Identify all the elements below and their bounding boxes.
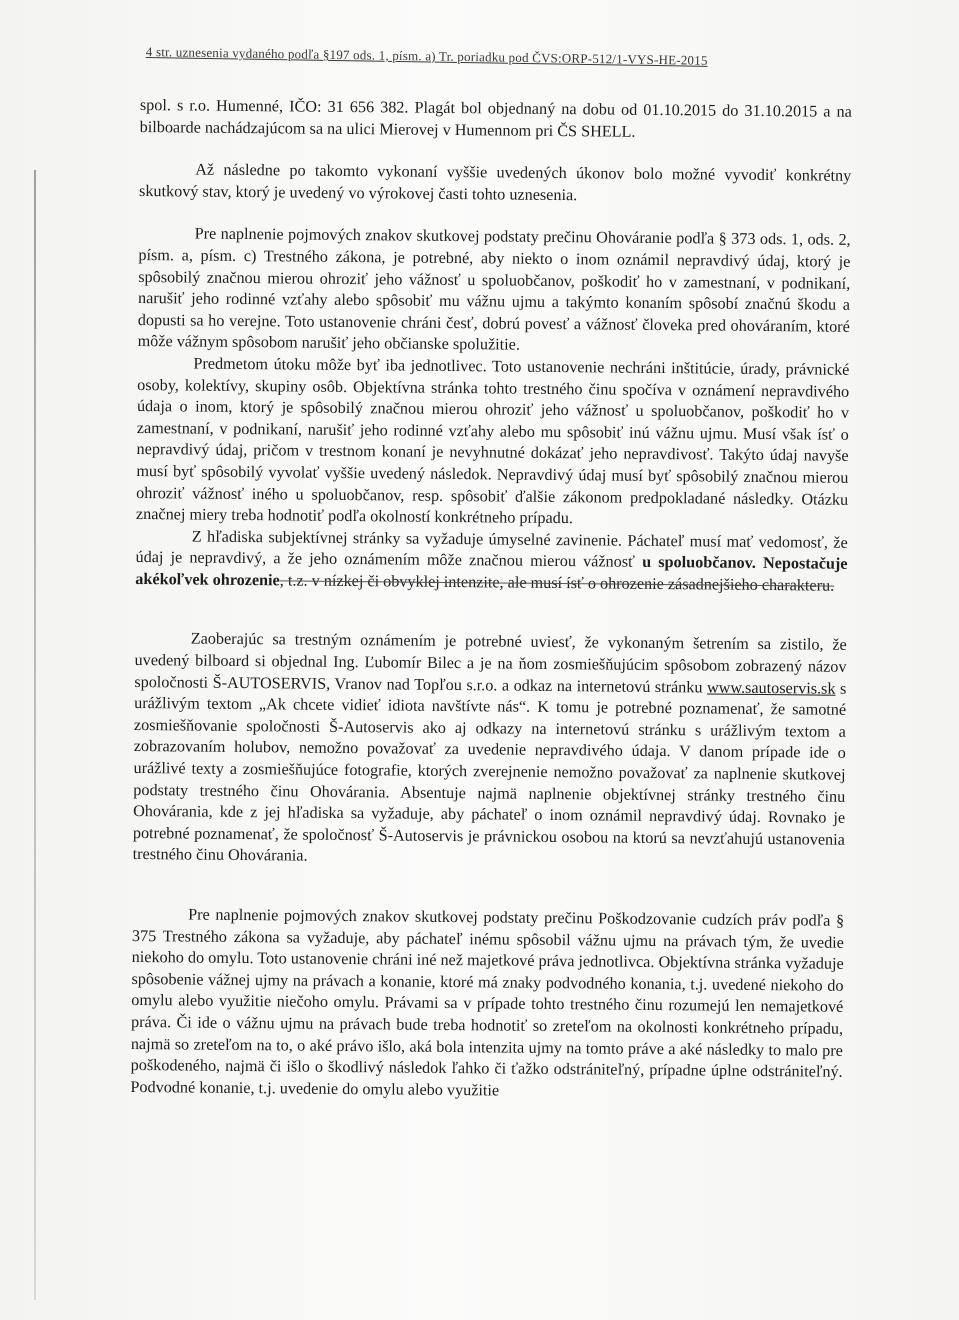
paragraph-ohovaranie-znaky: Pre naplnenie pojmových znakov skutkovej podstaty prečinu Ohováranie podľa § 373 ods. 1, ods. 2, písm. a, písm. c) Trestného zákona, je potrebné, aby niekto o inom oznámil nepravdivý údaj, ktorý je spôsobilý značnou mierou ohroziť jeho vážnosť u spoluobčanov, poškodiť ho v zamestnaní, v podnikaní, narušiť jeho rodinné vzťahy alebo spôsobiť mu vážnu ujmu a takýmto konaním spôsobí značnú škodu a dopusti sa ho verejne. Toto ustanovenie chráni česť, dobrú povesť a vážnosť človeka pred ohováraním, ktoré môže vážnym spôsobom narušiť jeho občianske spolužitie.: [137, 224, 851, 355]
subjektivna-text: Z hľadiska subjektívnej stránky sa vyžaduje úmyselné zavinenie. Páchateľ musí mať vedomosť, že údaj je nepravdivý, a že jeho oznámením môže značnou mierou vážnosť: [135, 527, 848, 572]
paragraph-poskodzovanie-prav: Pre naplnenie pojmových znakov skutkovej podstaty prečinu Poškodzovanie cudzích práv podľa § 375 Trestného zákona sa vyžaduje, aby páchateľ inému spôsobil vážnu ujmu na právach tým, že uvedie niekoho do omylu. Toto ustanovenie chráni iné než majetkové práva jednotlivca. Objektívna stránka vyžaduje spôsobenie vážnej ujmy na právach a konanie, ktoré má znaky podvodného konania, t.j. uvedené niekoho do omylu alebo využitie niečoho omylu. Právami sa v prípade tohto trestného činu rozumejú len nemajetkové práva. Či ide o vážnu ujmu na právach bude treba hodnotiť so zreteľom na okolnosti konkrétneho prípadu, najmä so zreteľom na to, o aké právo išlo, aká bola intenzita ujmy na tomto práve a aké následky to malo pre poškodeného, najmä či išlo o škodlivý následok ľahko či ťažko odstrániteľný, prípadne úplne odstrániteľný. Podvodné konanie, t.j. uvedenie do omylu alebo využitie: [130, 905, 845, 1100]
page-header: 4 str. uznesenia vydaného podľa §197 ods. 1, písm. a) Tr. poriadku pod ČVS:ORP-512/1-VYS-HE-2015: [145, 44, 708, 68]
oznamenie-text-start: Zaoberajúc sa trestným oznámením je potrebné uviesť, že vykonaným šetrením sa zistilo, že uvedený bilboard si objednal Ing. Ľubomír Bilec a je na ňom zosmiešňujúcim spôsobom zobrazený názov spoločnosti Š-AUTOSERVIS, Vranov nad Topľou s.r.o. a odkaz na internetovú stránku: [134, 629, 847, 697]
paragraph-trestne-oznamenie: [133, 628, 847, 872]
subjektivna-bold-text: u spoluobčanov. Nepostačuje akékoľvek ohrozenie: [135, 553, 848, 590]
paragraph-skutkovy-stav: Až následne po takomto vykonaní vyššie uvedených úkonov bolo možné vyvodiť konkrétny skutkový stav, ktorý je uvedený vo výrokovej časti tohto uznesenia.: [138, 160, 852, 204]
page-fold-shadow: [34, 170, 36, 1300]
paragraph-subjektivna-stranka: [135, 526, 848, 598]
subjektivna-struck-text: , t.z. v nízkej či obvyklej intenzite, ale musí ísť o ohrozenie zásadnejšieho charakteru.: [279, 571, 835, 595]
paragraph-continuation: spol. s r.o. Humenné, IČO: 31 656 382. Plagát bol objednaný na dobu od 01.10.2015 do 31.10.2015 a na bilboarde nachádzajúcom sa na ulici Mierovej v Humennom pri ČS SHELL.: [139, 95, 852, 141]
paragraph-predmet-utoku: Predmetom útoku môže byť iba jednotlivec. Toto ustanovenie nechráni inštitúcie, úrady, právnické osoby, kolektívy, skupiny osôb. Objektívna stránka tohto trestného činu spočíva v oznámení nepravdivého údaja o inom, ktorý je spôsobilý značnou mierou ohroziť jeho vážnosť u spoluobčanov, poškodiť ho v zamestnaní, v podnikaní, narušiť jeho rodinné vzťahy alebo mu spôsobiť inú vážnu ujmu. Musí však ísť o nepravdivý údaj, pričom v trestnom konaní je nevyhnutné dokázať jeho nepravdivosť. Takýto údaj navyše musí byť spôsobilý vyvolať vyššie uvedený následok. Nepravdivý údaj musí byť spôsobilý značnou mierou ohroziť vážnosť iného u spoluobčanov, resp. spôsobiť ďalšie zákonom predpokladané následky. Otázku značnej miery treba hodnotiť podľa okolností konkrétneho prípadu.: [135, 354, 850, 528]
document-body: [130, 95, 852, 1105]
oznamenie-text-end: s urážlivým textom „Ak chcete vidieť idiota navštívte nás“. K tomu je potrebné poznamenať, že samotné zosmiešňovanie spoločnosti Š-Autoservis ako aj odkazy na internetovú stránku s urážlivým textom a zobrazovaním holubov, nemožno považovať za uvedenie nepravdivého údaja. V danom prípade ide o urážlivé texty a zosmiešňujúce fotografie, ktorých zverejnenie nemožno považovať za naplnenie skutkovej podstaty trestného činu Ohovárania. Absentuje najmä naplnenie objektívnej stránky trestného činu Ohovárania, kde z jej hľadiska sa vyžaduje, aby páchateľ o inom oznámil nepravdivý údaj. Rovnako je potrebné poznamenať, že spoločnosť Š-Autoservis je právnickou osobou na ktorú sa nevzťahujú ustanovenia trestného činu Ohovárania.: [132, 679, 847, 866]
website-link[interactable]: www.sautoservis.sk: [706, 678, 836, 698]
